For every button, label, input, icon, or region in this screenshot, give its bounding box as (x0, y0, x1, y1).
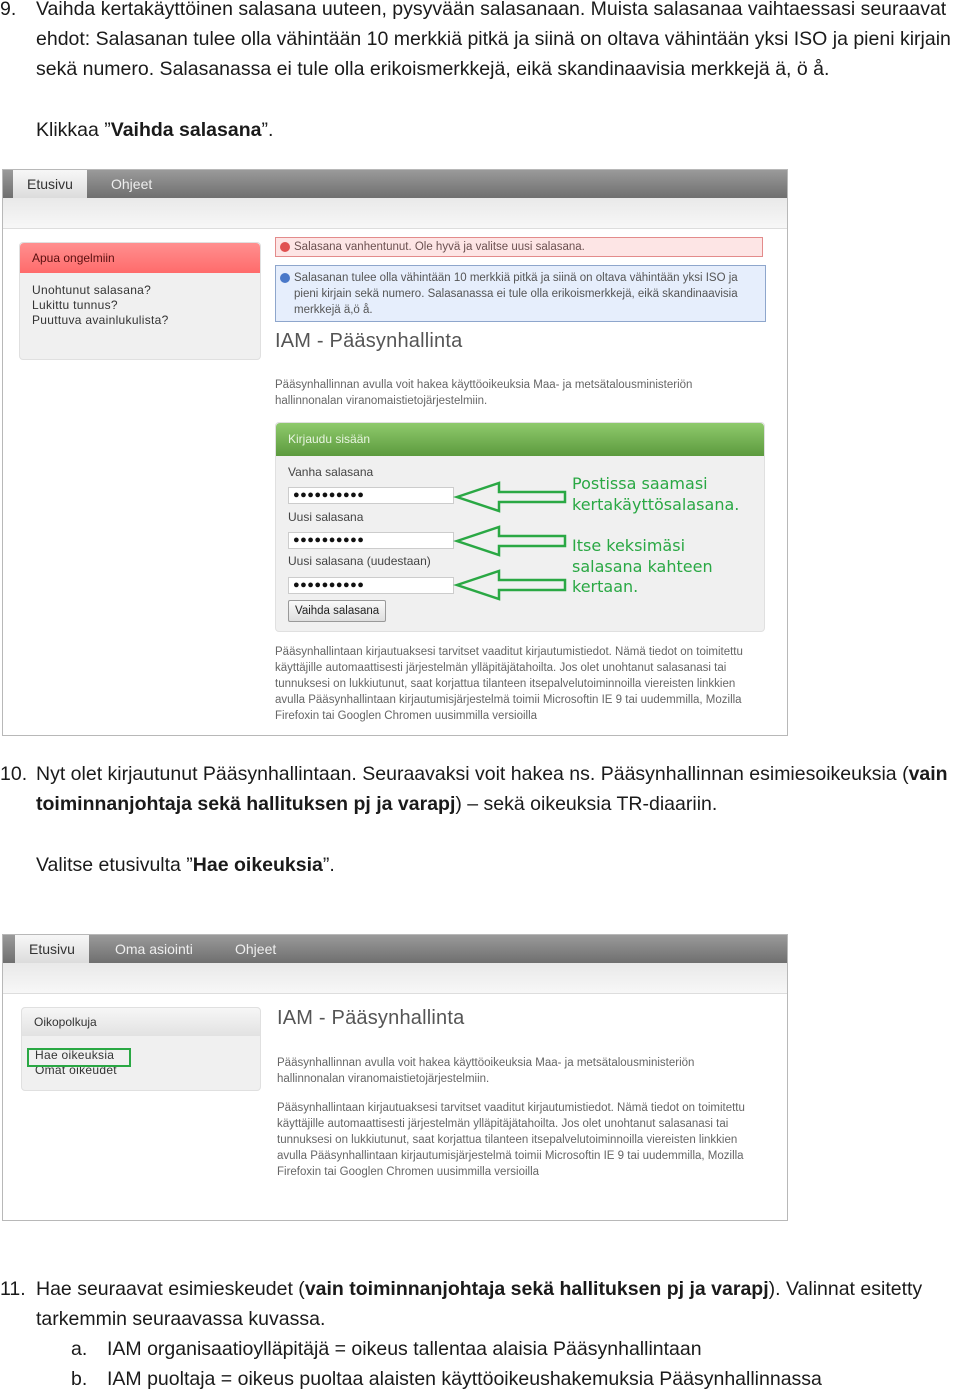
step-11-line-1-c: ). Valinnat esitetty (768, 1278, 923, 1300)
annotation-arrows (453, 480, 569, 604)
old-password-label: Vanha salasana (288, 465, 374, 479)
link-own-rights[interactable]: Omat oikeudet (35, 1063, 117, 1077)
step-9-line-3: sekä numero. Salasanassa ei tule olla erikoismerkkejä, eikä skandinaavisia merkkejä ä, ö å. (36, 58, 830, 80)
footer-text-2: Pääsynhallintaan kirjautuaksesi tarvitset vaaditut kirjautumistiedot. Nämä tiedot on toimitettu käyttäjille automaattisesti järjestelmän ylläpitäjätahoilta. Jos olet unohtanut salasanasi tai tunnuksesi on lukkiutunut, saat korjattua tilanteen itsepalvelutoiminnoilla viereisten linkkien avulla Pääsynhallintaan kirjautumisjärjestelmä toimii Microsoftin IE 9 tai uudemmilla, Mozilla Firefoxin tai Googlen Chromen uusimmilla versioilla (277, 1102, 745, 1178)
top-nav (3, 170, 787, 199)
intro-text-2: Pääsynhallinnan avulla voit hakea käyttöoikeuksia Maa- ja metsätalousministeriön hallinnonalan viranomaistietojärjestelmiin. (277, 1057, 695, 1085)
top-nav-2 (3, 935, 787, 964)
click-prefix: Klikkaa ” (36, 119, 111, 141)
item-a-marker: a. (71, 1338, 88, 1360)
arrow-new-password-repeat (457, 571, 565, 599)
step-11-item-a (36, 1334, 960, 1364)
click-suffix: ”. (261, 119, 274, 141)
login-panel-title: Kirjaudu sisään (276, 423, 764, 456)
step-11-text (36, 1274, 960, 1394)
shortcuts-panel (21, 1007, 261, 1091)
link-locked-account[interactable]: Lukittu tunnus? (32, 298, 118, 312)
step-11-line-1-a: Hae seuraavat esimieskeudet ( (36, 1278, 305, 1300)
item-b-marker: b. (71, 1368, 88, 1390)
step-11-line-1 (36, 1274, 960, 1304)
shortcuts-panel-title: Oikopolkuja (22, 1008, 260, 1036)
footer-text: Pääsynhallintaan kirjautuaksesi tarvitset vaaditut kirjautumistiedot. Nämä tiedot on toimitettu käyttäjille automaattisesti järjestelmän ylläpitäjätahoilta. Jos olet unohtanut salasanasi tai tunnuksesi on lukkiutunut, saat korjattua tilanteen itsepalvelutoiminnoilla viereisten linkkien avulla Pääsynhallintaan kirjautumisjärjestelmä toimii Microsoftin IE 9 tai uudemmilla, Mozilla Firefoxin tai Googlen Chromen uusimmilla versioilla (275, 646, 743, 722)
click-target-label: Vaihda salasana (110, 119, 262, 141)
select-prefix: Valitse etusivulta ” (36, 854, 193, 876)
annotation-new-password-twice: Itse keksimäsi salasana kahteen kertaan. (572, 536, 713, 596)
change-password-button[interactable]: Vaihda salasana (288, 600, 386, 622)
step-11-item-b (36, 1364, 960, 1394)
step-9-click-instruction (36, 115, 960, 145)
arrow-old-password (457, 483, 565, 511)
step-9-line-2: ehdot: Salasanan tulee olla vähintään 10 merkkiä pitkä ja siinä on oltava vähintään yksi ISO ja pieni kirjain (36, 28, 951, 50)
step-10-text (36, 759, 960, 880)
select-suffix: ”. (322, 854, 335, 876)
info-text: Salasanan tulee olla vähintään 10 merkkiä pitkä ja siinä on oltava vähintään yksi ISO ja pieni kirjain sekä numero. Salasanassa ei tule olla erikoismerkkejä, eikä skandinaavisia merkkejä ä,ö å. (294, 272, 738, 316)
tab-ohjeet[interactable]: Ohjeet (111, 176, 153, 192)
step-10-line-1-text: Nyt olet kirjautunut Pääsynhallintaan. Seuraavaksi voit hakea ns. Pääsynhallinnan esimiesoikeuksia ( (36, 763, 909, 785)
link-missing-keylist[interactable]: Puuttuva avainlukulista? (32, 313, 169, 327)
arrow-new-password (457, 527, 565, 555)
header-band-2 (3, 963, 787, 994)
header-band (3, 198, 787, 229)
new-password-repeat-input[interactable]: ●●●●●●●●●● (288, 577, 454, 594)
tab-ohjeet-2[interactable]: Ohjeet (235, 941, 277, 957)
link-forgot-password[interactable]: Unohtunut salasana? (32, 283, 152, 297)
new-password-repeat-label: Uusi salasana (uudestaan) (288, 554, 431, 568)
page-title-2: IAM - Pääsynhallinta (277, 1007, 465, 1029)
screenshot-password-change (2, 169, 788, 736)
select-target-label: Hae oikeuksia (192, 854, 323, 876)
step-9-number: 9. (0, 0, 17, 20)
item-b-text: IAM puoltaja = oikeus puoltaa alaisten käyttöoikeushakemuksia Pääsynhallinnassa (107, 1368, 822, 1390)
step-10-line-2-bold: toiminnanjohtaja sekä hallituksen pj ja varapj (36, 793, 456, 815)
new-password-input[interactable]: ●●●●●●●●●● (288, 532, 454, 549)
help-panel (19, 242, 261, 360)
step-10-line-1 (36, 759, 960, 789)
error-icon (280, 242, 290, 252)
tab-etusivu[interactable]: Etusivu (13, 170, 87, 198)
page-title: IAM - Pääsynhallinta (275, 330, 463, 352)
step-10-line-1-bold: vain (908, 763, 948, 785)
link-request-rights[interactable] (27, 1048, 131, 1067)
error-message (275, 237, 763, 257)
screenshot-home-page (2, 934, 788, 1221)
new-password-label: Uusi salasana (288, 510, 364, 524)
item-a-text: IAM organisaatioylläpitäjä = oikeus tallentaa alaisia Pääsynhallintaan (107, 1338, 702, 1360)
error-text: Salasana vanhentunut. Ole hyvä ja valitse uusi salasana. (294, 241, 585, 253)
step-11-number: 11. (0, 1278, 26, 1300)
step-10-line-2-text: ) – sekä oikeuksia TR-diaariin. (455, 793, 718, 815)
info-message (275, 265, 766, 322)
info-icon (280, 273, 290, 283)
step-10-line-2 (36, 789, 960, 819)
step-10-select-instruction (36, 850, 960, 880)
link-request-rights-label[interactable]: Hae oikeuksia (35, 1048, 115, 1062)
old-password-input[interactable]: ●●●●●●●●●● (288, 487, 454, 504)
step-11-line-1-bold: vain toiminnanjohtaja sekä hallituksen pj ja varapj (304, 1278, 769, 1300)
annotation-one-time-password: Postissa saamasi kertakäyttösalasana. (572, 474, 740, 514)
step-9-text (36, 0, 960, 145)
tab-oma-asiointi[interactable]: Oma asiointi (115, 941, 193, 957)
step-11-line-2: tarkemmin seuraavassa kuvassa. (36, 1308, 326, 1330)
intro-text: Pääsynhallinnan avulla voit hakea käyttöoikeuksia Maa- ja metsätalousministeriön hallinnonalan viranomaistietojärjestelmiin. (275, 379, 693, 407)
tab-etusivu-2[interactable]: Etusivu (15, 935, 89, 963)
step-10-number: 10. (0, 763, 28, 785)
help-panel-title: Apua ongelmiin (20, 243, 260, 273)
step-9-line-1: Vaihda kertakäyttöinen salasana uuteen, pysyvään salasanaan. Muista salasanaa vaihtaessasi seuraavat (36, 0, 947, 20)
